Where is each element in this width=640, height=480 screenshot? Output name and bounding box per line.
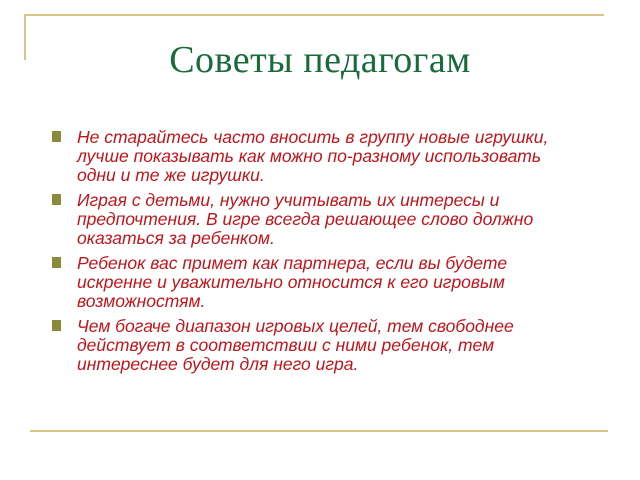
square-bullet-icon <box>52 320 61 331</box>
frame-bottom-line <box>30 430 608 432</box>
square-bullet-icon <box>52 257 61 268</box>
bullet-item <box>50 317 570 374</box>
bullet-text: Ребенок вас примет как партнера, если вы будете искренне и уважительно относится к его игровым возможностям. <box>77 253 508 311</box>
bullet-item <box>50 191 570 248</box>
square-bullet-icon <box>52 194 61 205</box>
bullet-item <box>50 254 570 311</box>
frame-top-line <box>24 14 604 16</box>
bullet-text: Не старайтесь часто вносить в группу новые игрушки, лучше показывать как можно по-разному использовать одни и те же игрушки. <box>77 127 549 185</box>
slide-title: Советы педагогам <box>169 39 471 81</box>
bullet-text: Чем богаче диапазон игровых целей, тем свободнее действует в соответствии с ними ребенок, тем интереснее будет для него игра. <box>77 316 514 374</box>
square-bullet-icon <box>52 131 61 142</box>
bullet-list <box>50 128 570 380</box>
bullet-text: Играя с детьми, нужно учитывать их интересы и предпочтения. В игре всегда решающее слово должно оказаться за ребенком. <box>77 190 534 248</box>
bullet-item <box>50 128 570 185</box>
